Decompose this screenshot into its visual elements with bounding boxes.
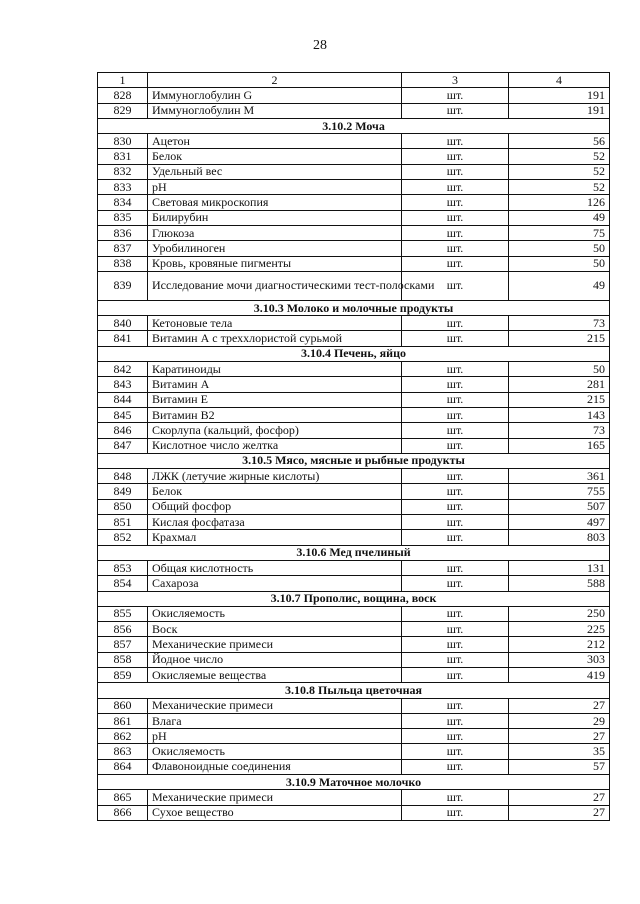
row-price: 50 [509, 241, 610, 256]
table-row [98, 103, 610, 118]
row-number: 834 [98, 195, 148, 210]
row-number: 857 [98, 637, 148, 652]
row-name: Механические примеси [148, 637, 402, 652]
row-number: 837 [98, 241, 148, 256]
section-header-row [98, 683, 610, 698]
section-header-row [98, 591, 610, 606]
section-header-row [98, 453, 610, 468]
row-price: 35 [509, 744, 610, 759]
row-name: Сухое вещество [148, 805, 402, 820]
row-number: 830 [98, 134, 148, 149]
row-unit: шт. [402, 88, 509, 103]
row-price: 27 [509, 790, 610, 805]
row-number: 847 [98, 438, 148, 453]
row-unit: шт. [402, 392, 509, 407]
row-price: 250 [509, 606, 610, 621]
table-row [98, 407, 610, 422]
row-number: 861 [98, 713, 148, 728]
row-number: 854 [98, 576, 148, 591]
row-number: 863 [98, 744, 148, 759]
row-number: 860 [98, 698, 148, 713]
row-unit: шт. [402, 271, 509, 300]
row-number: 848 [98, 469, 148, 484]
row-price: 588 [509, 576, 610, 591]
row-name: Исследование мочи диагностическими тест-полосками [148, 271, 402, 300]
header-cell-number: 1 [98, 73, 148, 88]
row-price: 50 [509, 362, 610, 377]
table-row [98, 88, 610, 103]
table-row [98, 256, 610, 271]
row-unit: шт. [402, 469, 509, 484]
row-price: 215 [509, 331, 610, 346]
table-row [98, 515, 610, 530]
section-header-row [98, 346, 610, 361]
table-row [98, 210, 610, 225]
row-unit: шт. [402, 576, 509, 591]
row-name: Белок [148, 149, 402, 164]
row-name: Иммуноглобулин G [148, 88, 402, 103]
row-price: 50 [509, 256, 610, 271]
row-number: 866 [98, 805, 148, 820]
row-number: 858 [98, 652, 148, 667]
row-name: ЛЖК (летучие жирные кислоты) [148, 469, 402, 484]
row-price: 73 [509, 423, 610, 438]
row-number: 846 [98, 423, 148, 438]
table-row [98, 652, 610, 667]
row-name: Кровь, кровяные пигменты [148, 256, 402, 271]
row-unit: шт. [402, 759, 509, 774]
row-name: Воск [148, 622, 402, 637]
table-row [98, 180, 610, 195]
row-number: 843 [98, 377, 148, 392]
row-unit: шт. [402, 637, 509, 652]
row-unit: шт. [402, 377, 509, 392]
row-price: 131 [509, 560, 610, 575]
row-price: 191 [509, 103, 610, 118]
row-name: Световая микроскопия [148, 195, 402, 210]
header-cell-price: 4 [509, 73, 610, 88]
row-number: 836 [98, 225, 148, 240]
row-price: 803 [509, 530, 610, 545]
row-name: Белок [148, 484, 402, 499]
row-number: 851 [98, 515, 148, 530]
row-name: Сахароза [148, 576, 402, 591]
header-cell-unit: 3 [402, 73, 509, 88]
row-name: Крахмал [148, 530, 402, 545]
row-number: 859 [98, 667, 148, 682]
row-unit: шт. [402, 530, 509, 545]
row-unit: шт. [402, 362, 509, 377]
row-number: 831 [98, 149, 148, 164]
section-title: 3.10.7 Прополис, вощина, воск [98, 591, 610, 606]
table-row [98, 271, 610, 300]
row-unit: шт. [402, 134, 509, 149]
table-row [98, 560, 610, 575]
row-price: 73 [509, 316, 610, 331]
row-number: 852 [98, 530, 148, 545]
row-price: 52 [509, 164, 610, 179]
row-price: 225 [509, 622, 610, 637]
row-number: 853 [98, 560, 148, 575]
row-unit: шт. [402, 499, 509, 514]
table-row [98, 331, 610, 346]
table-row [98, 606, 610, 621]
section-title: 3.10.4 Печень, яйцо [98, 346, 610, 361]
table-row [98, 576, 610, 591]
table-row [98, 164, 610, 179]
price-table [97, 72, 610, 821]
row-unit: шт. [402, 438, 509, 453]
row-name: Йодное число [148, 652, 402, 667]
row-name: Витамин А с треххлористой сурьмой [148, 331, 402, 346]
row-unit: шт. [402, 316, 509, 331]
table-row [98, 195, 610, 210]
row-name: Иммуноглобулин M [148, 103, 402, 118]
section-title: 3.10.6 Мед пчелиный [98, 545, 610, 560]
row-unit: шт. [402, 164, 509, 179]
row-unit: шт. [402, 149, 509, 164]
row-number: 828 [98, 88, 148, 103]
row-unit: шт. [402, 622, 509, 637]
row-price: 361 [509, 469, 610, 484]
table-row [98, 530, 610, 545]
row-price: 303 [509, 652, 610, 667]
row-number: 838 [98, 256, 148, 271]
table-row [98, 698, 610, 713]
row-number: 839 [98, 271, 148, 300]
row-unit: шт. [402, 744, 509, 759]
section-title: 3.10.3 Молоко и молочные продукты [98, 300, 610, 315]
row-number: 850 [98, 499, 148, 514]
row-unit: шт. [402, 790, 509, 805]
row-number: 833 [98, 180, 148, 195]
table-row [98, 622, 610, 637]
row-unit: шт. [402, 180, 509, 195]
table-row [98, 225, 610, 240]
table-row [98, 469, 610, 484]
row-number: 840 [98, 316, 148, 331]
row-price: 143 [509, 407, 610, 422]
row-price: 27 [509, 729, 610, 744]
table-row [98, 316, 610, 331]
page-number: 28 [313, 38, 327, 53]
table-row [98, 377, 610, 392]
row-unit: шт. [402, 805, 509, 820]
row-name: Окисляемость [148, 744, 402, 759]
row-name: Витамин Е [148, 392, 402, 407]
row-name: Уробилиноген [148, 241, 402, 256]
row-price: 27 [509, 698, 610, 713]
row-unit: шт. [402, 225, 509, 240]
row-price: 49 [509, 271, 610, 300]
header-cell-name: 2 [148, 73, 402, 88]
row-price: 56 [509, 134, 610, 149]
row-price: 419 [509, 667, 610, 682]
row-name: Флавоноидные соединения [148, 759, 402, 774]
row-price: 755 [509, 484, 610, 499]
row-name: Витамин А [148, 377, 402, 392]
row-name: Кетоновые тела [148, 316, 402, 331]
row-unit: шт. [402, 210, 509, 225]
row-name: Общая кислотность [148, 560, 402, 575]
row-number: 855 [98, 606, 148, 621]
table-body [98, 88, 610, 821]
row-price: 165 [509, 438, 610, 453]
row-name: Механические примеси [148, 790, 402, 805]
table-row [98, 805, 610, 820]
row-price: 507 [509, 499, 610, 514]
row-unit: шт. [402, 256, 509, 271]
row-unit: шт. [402, 195, 509, 210]
row-number: 835 [98, 210, 148, 225]
table-header-row [98, 73, 610, 88]
table-row [98, 423, 610, 438]
row-price: 29 [509, 713, 610, 728]
table-row [98, 484, 610, 499]
row-unit: шт. [402, 698, 509, 713]
row-number: 844 [98, 392, 148, 407]
row-price: 212 [509, 637, 610, 652]
row-price: 75 [509, 225, 610, 240]
row-name: Ацетон [148, 134, 402, 149]
row-unit: шт. [402, 241, 509, 256]
row-name: Окисляемые вещества [148, 667, 402, 682]
section-title: 3.10.8 Пыльца цветочная [98, 683, 610, 698]
row-unit: шт. [402, 423, 509, 438]
table-row [98, 744, 610, 759]
table-row [98, 790, 610, 805]
row-price: 49 [509, 210, 610, 225]
row-unit: шт. [402, 484, 509, 499]
row-number: 856 [98, 622, 148, 637]
table-row [98, 499, 610, 514]
row-unit: шт. [402, 407, 509, 422]
row-price: 281 [509, 377, 610, 392]
table-row [98, 149, 610, 164]
row-number: 845 [98, 407, 148, 422]
section-title: 3.10.5 Мясо, мясные и рыбные продукты [98, 453, 610, 468]
table-row [98, 729, 610, 744]
row-unit: шт. [402, 606, 509, 621]
row-price: 27 [509, 805, 610, 820]
row-name: Билирубин [148, 210, 402, 225]
row-price: 52 [509, 149, 610, 164]
row-number: 832 [98, 164, 148, 179]
table-row [98, 241, 610, 256]
row-unit: шт. [402, 713, 509, 728]
row-number: 864 [98, 759, 148, 774]
row-number: 829 [98, 103, 148, 118]
section-header-row [98, 300, 610, 315]
section-title: 3.10.9 Маточное молочко [98, 775, 610, 790]
row-unit: шт. [402, 729, 509, 744]
row-price: 57 [509, 759, 610, 774]
row-name: pH [148, 729, 402, 744]
row-unit: шт. [402, 560, 509, 575]
table-row [98, 134, 610, 149]
row-name: Кислотное число желтка [148, 438, 402, 453]
row-name: Механические примеси [148, 698, 402, 713]
row-name: Глюкоза [148, 225, 402, 240]
row-name: Общий фосфор [148, 499, 402, 514]
row-price: 126 [509, 195, 610, 210]
row-price: 52 [509, 180, 610, 195]
table-row [98, 667, 610, 682]
row-name: Витамин В2 [148, 407, 402, 422]
row-number: 841 [98, 331, 148, 346]
row-price: 215 [509, 392, 610, 407]
table-row [98, 392, 610, 407]
row-name: Влага [148, 713, 402, 728]
section-header-row [98, 545, 610, 560]
row-number: 842 [98, 362, 148, 377]
table-row [98, 759, 610, 774]
row-number: 849 [98, 484, 148, 499]
section-header-row [98, 775, 610, 790]
row-name: Удельный вес [148, 164, 402, 179]
table-row [98, 362, 610, 377]
row-unit: шт. [402, 515, 509, 530]
row-unit: шт. [402, 331, 509, 346]
row-price: 191 [509, 88, 610, 103]
row-name: Скорлупа (кальций, фосфор) [148, 423, 402, 438]
section-header-row [98, 118, 610, 133]
row-number: 865 [98, 790, 148, 805]
section-title: 3.10.2 Моча [98, 118, 610, 133]
row-price: 497 [509, 515, 610, 530]
table-row [98, 713, 610, 728]
row-name: Окисляемость [148, 606, 402, 621]
row-name: Каратиноиды [148, 362, 402, 377]
row-number: 862 [98, 729, 148, 744]
row-unit: шт. [402, 652, 509, 667]
row-unit: шт. [402, 103, 509, 118]
table-row [98, 438, 610, 453]
table-row [98, 637, 610, 652]
row-unit: шт. [402, 667, 509, 682]
row-name: Кислая фосфатаза [148, 515, 402, 530]
row-name: pH [148, 180, 402, 195]
